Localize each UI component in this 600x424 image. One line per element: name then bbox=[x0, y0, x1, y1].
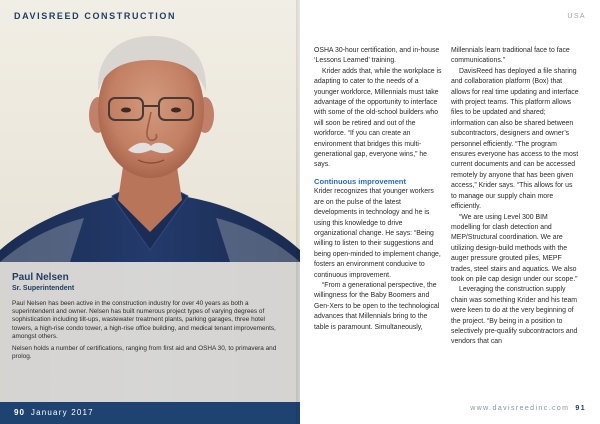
paragraph: “From a generational perspective, the willingness for the Baby Boomers and Gen-Xers to be open to the technological advances that Millennials bring to the table is paramount. Simultaneously, bbox=[314, 281, 440, 331]
website-url[interactable]: www.davisreedinc.com bbox=[470, 405, 570, 412]
region-label: USA bbox=[567, 13, 586, 20]
paragraph: Krider recognizes that younger workers are on the pulse of the latest developments in technology and he is using this knowledge to drive organizational change. He says: “Being willing to listen to their suggestions and being open-minded to implement change, fosters an environment conducive to continuous improvement. bbox=[314, 188, 441, 279]
paragraph: “We are using Level 300 BIM modelling for clash detection and MEP/Structural coordination. We are utilizing design-build methods with the auger pressure grouted piles, MEPF trades, steel stairs and aquatics. We also took on pile cap design under our scope.” bbox=[451, 213, 578, 283]
paragraph: Leveraging the construction supply chain was something Krider and his team were keen to do at the very beginning of the project. “By being in a position to selectively pre-qualify subcontractors and vendors that can bbox=[451, 286, 578, 346]
page-number-left: 90 bbox=[14, 408, 25, 417]
paragraph: OSHA 30-hour certification, and in-house ‘Lessons Learned’ training. bbox=[314, 47, 440, 65]
profile-name: Paul Nelsen bbox=[12, 272, 69, 283]
footer-left bbox=[0, 402, 300, 424]
paragraph: DavisReed has deployed a file sharing and collaboration platform (Box) that allows for real time updating and interface with project teams. This platform allows files to be updated and shared; information can also be shared between subcontractors, designers and owner’s personnel efficiently. “The program ensures everyone has access to the most current documents and can be accessed remotely by anyone that has been given access,” Krider says. “This allows for us to manage our supply chain more efficiently. bbox=[451, 67, 579, 211]
paragraph: Krider adds that, while the workplace is adapting to cater to the needs of a younger workforce, Millennials must take advantage of the opportunity to interface with some of the old-school builders who will soon be retired and out of the workforce. “If you can create an environment that bridges this multi-generational gap, everyone wins,” he says. bbox=[314, 67, 442, 169]
profile-bio: Paul Nelsen has been active in the construction industry for over 40 years as both a superintendent and owner. Nelsen has built numerous project types of varying degrees of sophistication including tilt-ups, wastewater treatment plants, parking garages, three hotel towers, a high-rise condo tower, a high-rise office building, and medical tenant improvements, amongst others. bbox=[12, 300, 276, 340]
article-column-2 bbox=[451, 46, 579, 348]
profile-caption bbox=[0, 262, 300, 402]
brand-logo: DAVISREED CONSTRUCTION bbox=[14, 11, 177, 21]
profile-certifications: Nelsen holds a number of certifications, ranging from first aid and OSHA 30, to primavera and prolog. bbox=[12, 345, 277, 361]
article-column-1 bbox=[314, 46, 442, 333]
page-number-right: 91 bbox=[575, 405, 586, 412]
profile-title: Sr. Superintendent bbox=[12, 285, 75, 292]
section-heading: Continuous improvement bbox=[314, 176, 406, 186]
right-page bbox=[300, 0, 600, 424]
page-folio-right bbox=[470, 405, 586, 412]
issue-date: January 2017 bbox=[30, 408, 94, 417]
paragraph: Millennials learn traditional face to face communications.” bbox=[451, 47, 570, 65]
page-folio-left bbox=[14, 408, 94, 417]
